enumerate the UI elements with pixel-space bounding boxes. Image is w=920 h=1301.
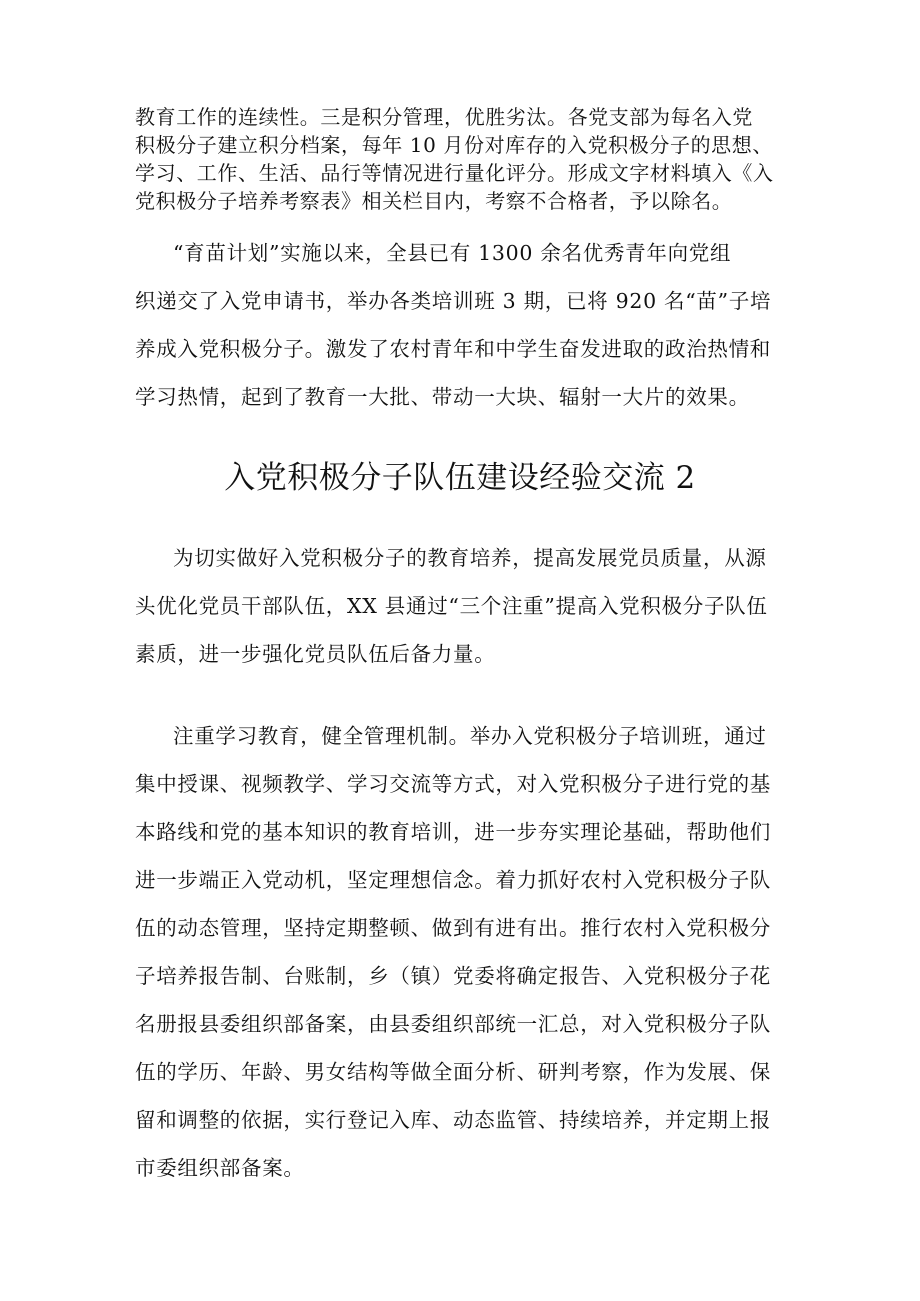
text-line: 伍的动态管理，坚持定期整顿、做到有进有出。推行农村入党积极分 <box>135 916 771 940</box>
text-line: 为切实做好入党积极分子的教育培养，提高发展党员质量，从源 <box>173 546 767 570</box>
text-line: 养成入党积极分子。激发了农村青年和中学生奋发进取的政治热情和 <box>135 337 771 361</box>
text-line: 子培养报告制、台账制，乡（镇）党委将确定报告、入党积极分子花 <box>135 964 771 988</box>
text-line: 名册报县委组织部备案，由县委组织部统一汇总，对入党积极分子队 <box>135 1012 771 1036</box>
text-line: 学习、工作、生活、品行等情况进行量化评分。形成文字材料填入《入 <box>135 161 774 185</box>
text-line: “育苗计划”实施以来，全县已有 1300 余名优秀青年向党组 <box>173 241 732 265</box>
text-line: 留和调整的依据，实行登记入库、动态监管、持续培养，并定期上报 <box>135 1108 771 1132</box>
text-line: 积极分子建立积分档案，每年 10 月份对库存的入党积极分子的思想、 <box>135 133 773 157</box>
text-line: 进一步端正入党动机，坚定理想信念。着力抓好农村入党积极分子队 <box>135 868 771 892</box>
text-line: 素质，进一步强化党员队伍后备力量。 <box>135 642 496 666</box>
text-line: 织递交了入党申请书，举办各类培训班 3 期，已将 920 名“苗”子培 <box>135 289 772 313</box>
text-line: 市委组织部备案。 <box>135 1156 305 1180</box>
text-line: 党积极分子培养考察表》相关栏目内，考察不合格者，予以除名。 <box>135 189 733 213</box>
text-line: 学习热情，起到了教育一大批、带动一大块、辐射一大片的效果。 <box>135 385 750 409</box>
section-heading: 入党积极分子队伍建设经验交流 2 <box>224 460 696 496</box>
text-line: 集中授课、视频教学、学习交流等方式，对入党积极分子进行党的基 <box>135 772 771 796</box>
text-line: 伍的学历、年龄、男女结构等做全面分析、研判考察，作为发展、保 <box>135 1060 771 1084</box>
text-line: 本路线和党的基本知识的教育培训，进一步夯实理论基础，帮助他们 <box>135 820 771 844</box>
text-line: 注重学习教育，健全管理机制。举办入党积极分子培训班，通过 <box>173 724 767 748</box>
text-line: 教育工作的连续性。三是积分管理，优胜劣汰。各党支部为每名入党 <box>135 105 753 129</box>
text-line: 头优化党员干部队伍，XX 县通过“三个注重”提高入党积极分子队伍 <box>135 594 768 618</box>
